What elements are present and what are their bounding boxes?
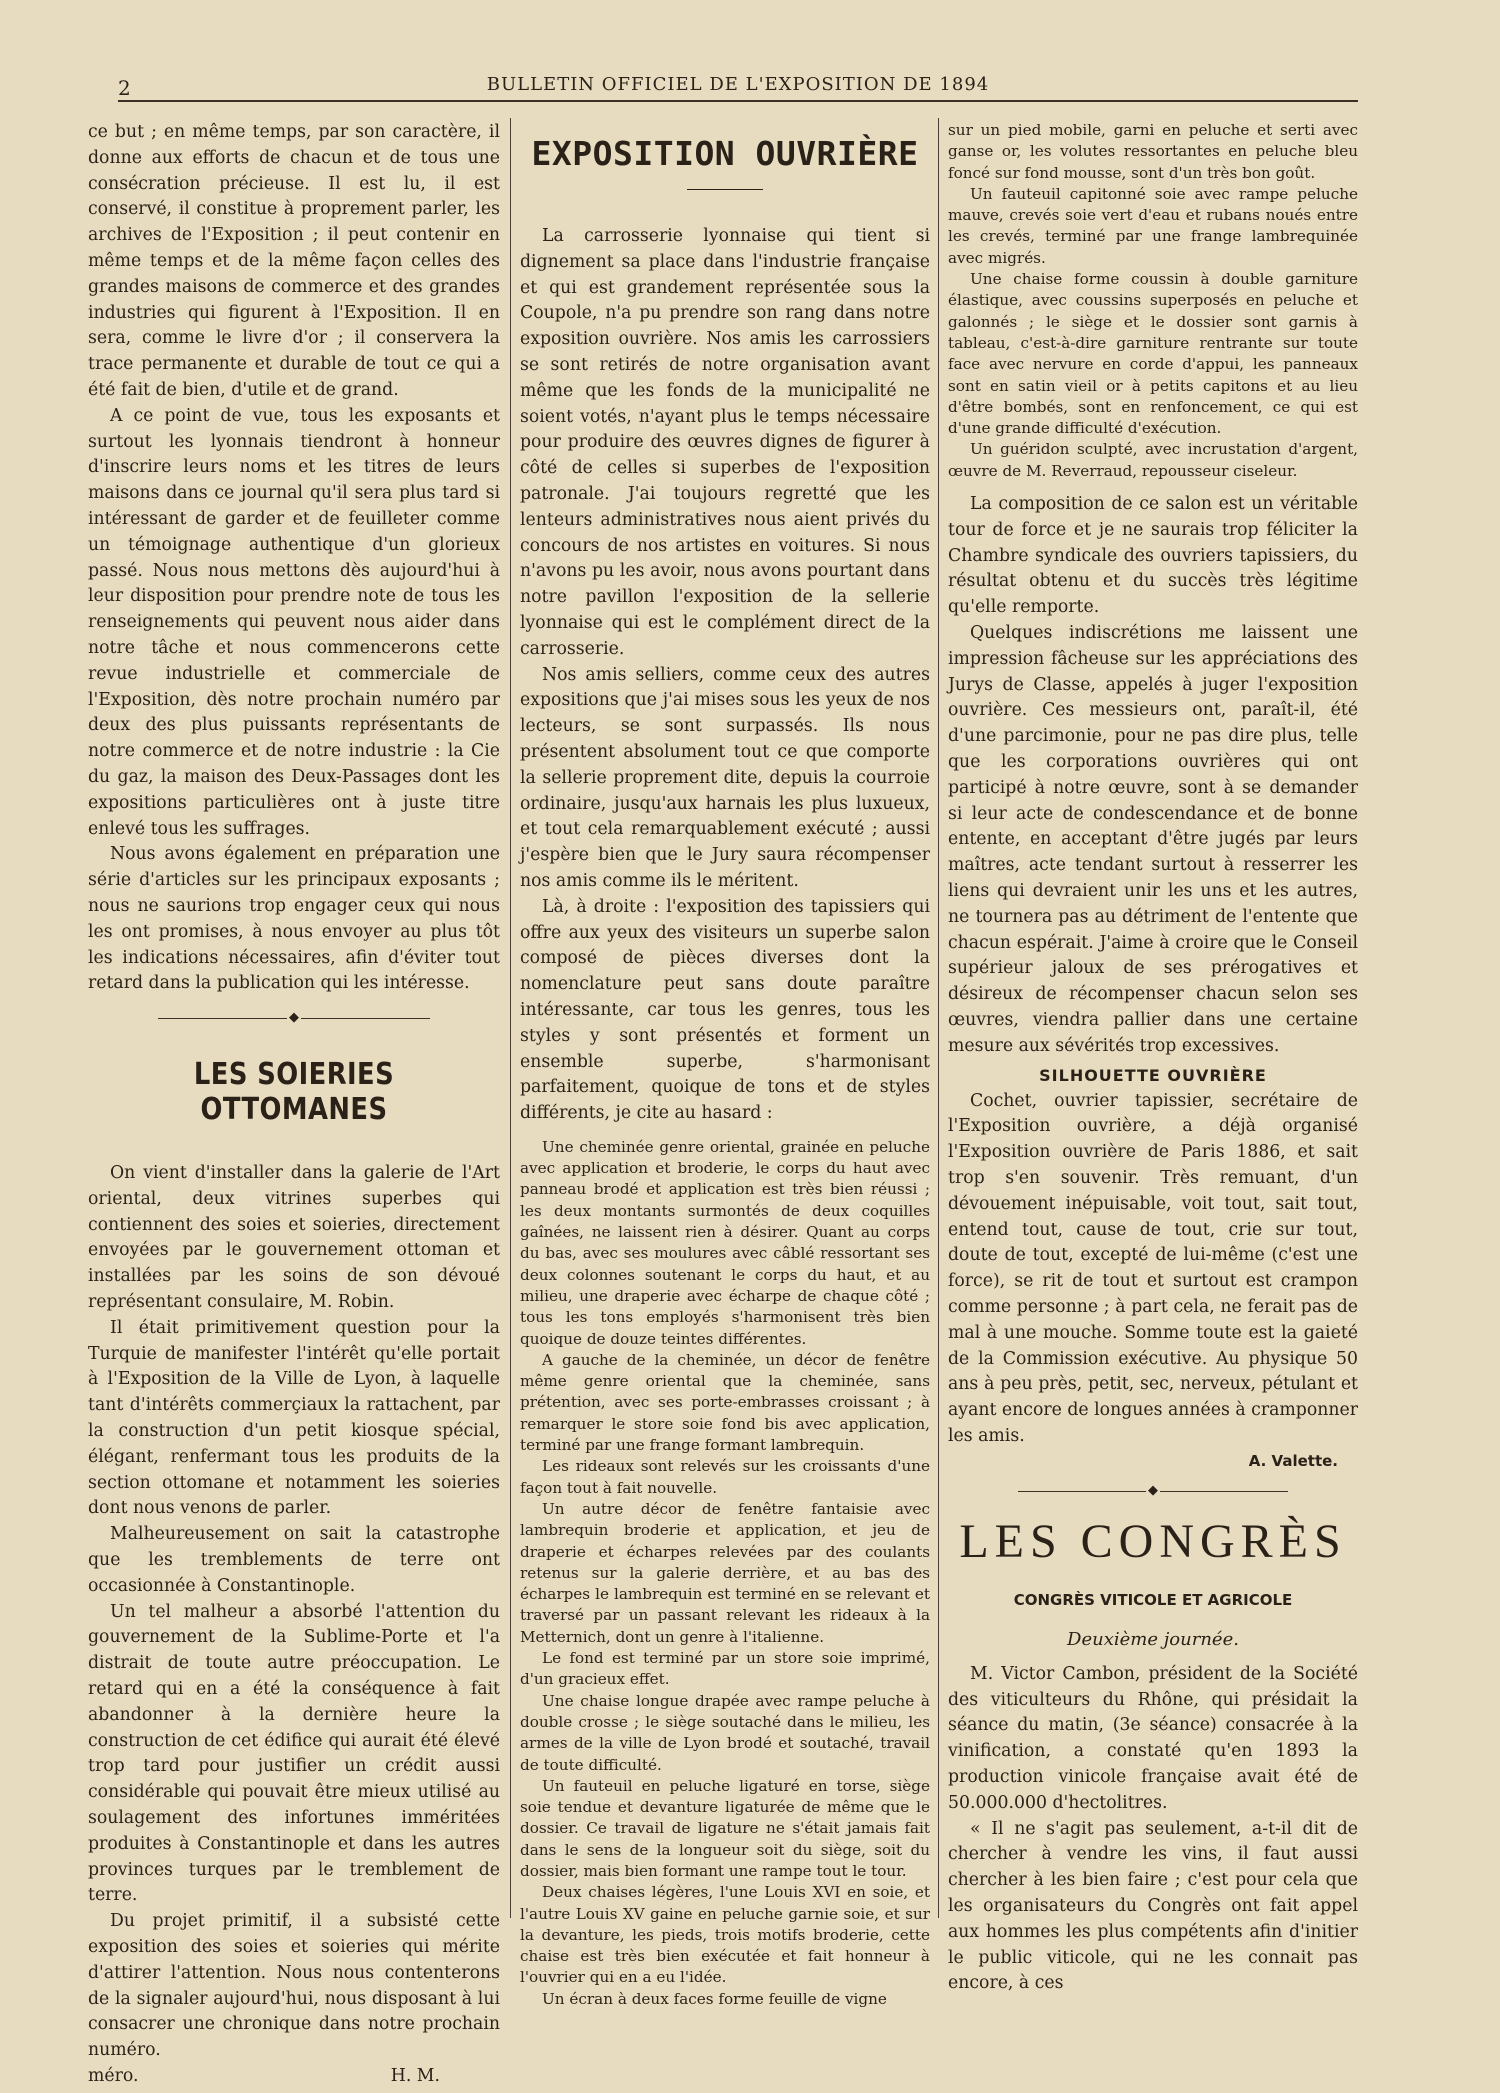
paragraph: sur un pied mobile, garni en peluche et serti avec ganse or, les volutes ressortantes en peluche bleu foncé sur fond mousse, sont d'un très bon goût. (948, 121, 1358, 182)
subheading-silhouette-ouvriere: SILHOUETTE OUVRIÈRE (1039, 1065, 1267, 1085)
section-heading-exposition-ouvriere: EXPOSITION OUVRIÈRE (531, 134, 919, 173)
column-divider (510, 118, 511, 1918)
paragraph: On vient d'installer dans la galerie de l'Art oriental, deux vitrines superbes qui contiennent des soies et soieries, directement envoyées par le gouvernement ottoman et installées par les soins de son dévoué représentant consulaire, M. Robin. (88, 1163, 500, 1313)
section-heading-congres: LES CONGRÈS (959, 1514, 1347, 1568)
paragraph: Le fond est terminé par un store soie imprimé, d'un gracieux effet. (520, 1649, 930, 1689)
paragraph: A ce point de vue, tous les exposants et surtout les lyonnais tiendront à honneur d'inscrire leurs noms et les titres de leurs maisons dans ce journal qu'il sera plus tard si intéressant de garder et de feuilleter comme un témoignage authentique d'un glorieux passé. Nous nous mettons dès aujourd'hui à leur disposition pour prendre note de tous les renseignements qui peuvent nous aider dans notre tâche et nous commencerons cette revue industrielle et commerciale de l'Exposition, dès notre prochain numéro par deux des plus puissants représentants de notre commerce et de notre industrie : la Cie du gaz, la maison des Deux-Passages dont les expositions particulières ont à juste titre enlevé tous les suffrages. (88, 405, 500, 839)
author-signature: A. Valette. (1248, 1451, 1338, 1470)
paragraph: Malheureusement on sait la catastrophe que les tremblements de terre ont occasionnée à Constantinople. (88, 1524, 500, 1596)
paragraph: Un fauteuil capitonné soie avec rampe peluche mauve, crevés soie vert d'eau et rubans noués entre les crevés, terminé par une frange lambrequinée avec migrés. (948, 184, 1358, 267)
paragraph: Un tel malheur a absorbé l'attention du gouvernement de la Sublime-Porte et l'a distrait de toute autre préoccupation. Le retard qui en a été la conséquence à fait abandonner à la dernière heure la construction de cet édifice qui aurait été élevé trop tard pour justifier un crédit aussi considérable qui pouvait être mieux utilisé au soulagement des infortunes imméritées produites à Constantinople et dans les autres provinces turques par le tremblement de terre. (88, 1601, 500, 1906)
day-heading: Deuxième journée. (1067, 1628, 1239, 1650)
paragraph: Nous avons également en préparation une série d'articles sur les principaux exposants ; nous ne saurions trop engager ceux qui nous les ont promises, à nous envoyer au plus tôt les indications nécessaires, afin d'éviter tout retard dans la publication qui les intéresse. (88, 844, 500, 994)
paragraph: Du projet primitif, il a subsisté cette exposition des soies et soieries qui mérite d'attirer l'attention. Nous nous contenterons de la signaler aujourd'hui, nous disposant à lui consacrer une chronique dans notre prochain numéro. (88, 1911, 500, 2061)
author-initials: H. M. (390, 2065, 440, 2086)
column-1 (88, 120, 500, 2086)
section-separator: ◆ (948, 1482, 1358, 1502)
column-3 (948, 120, 1358, 1994)
paragraph: La carrosserie lyonnaise qui tient si dignement sa place dans l'industrie française et qui est grandement représentée sous la Coupole, n'a pu prendre son rang dans notre exposition ouvrière. Nos amis les carrossiers se sont retirés de notre organisation avant même que les fonds de la municipalité ne soient votés, n'ayant plus le temps nécessaire pour produire des œuvres dignes de figurer à côté de celles si superbes de l'exposition patronale. J'ai toujours regretté que les lenteurs administratives nous aient privés du concours de nos artistes en voitures. Si nous n'avons pu les avoir, nous avons pourtant dans notre pavillon l'exposition de la sellerie lyonnaise qui est le complément direct de la carrosserie. (520, 226, 930, 659)
page-header (118, 70, 1358, 102)
section-separator: ◆ (88, 1009, 500, 1029)
paragraph: Un écran à deux faces forme feuille de vigne (542, 1989, 887, 2008)
column-2 (520, 120, 930, 2008)
paragraph: Une cheminée genre oriental, grainée en peluche avec application et broderie, le corps du haut avec panneau brodé et application est très bien réussi ; les deux montants surmontés de deux coquilles gaînées, ne laissent rien à désirer. Quant au corps du bas, avec ses moulures avec câblé ressortant ses deux colonnes soutenant le corps du haut, et au milieu, une draperie avec écharpe de chaque côté ; tous les tons employés s'harmonisent très bien quoique de douze teintes différentes. (520, 1137, 930, 1348)
paragraph: Quelques indiscrétions me laissent une impression fâcheuse sur les appréciations des Jurys de Classe, appelés à juger l'exposition ouvrière. Ces messieurs ont, paraît-il, été d'une parcimonie, pour ne pas dire plus, telle que les corporations ouvrières qui ont participé à notre œuvre, sont à se demander si leur acte de condescendance et de bonne entente, en acceptant d'être jugés par leurs maîtres, acte tendant surtout à resserrer les liens qui devraient unir les uns et les autres, ne tournera pas au détriment de l'entente que chacun espérait. J'aime à croire que le Conseil supérieur jaloux de ses prérogatives et désireux de récompenser chacun selon ses œuvres, viendra pallier dans une certaine mesure aux sévérités trop excessives. (948, 623, 1358, 1056)
paragraph: Il était primitivement question pour la Turquie de manifester l'intérêt qu'elle portait à l'Exposition de la Ville de Lyon, à laquelle tant d'intérêts commerçiaux la rattachent, par la construction d'un petit kiosque spécial, élégant, renfermant tous les produits de la section ottomane et notamment les soieries dont nous venons de parler. (88, 1317, 500, 1519)
paragraph: Là, à droite : l'exposition des tapissiers qui offre aux yeux des visiteurs un superbe salon composé de pièces diverses dont la nomenclature peut sans doute paraître intéressante, car tous les genres, tous les styles y sont présentés et forment un ensemble superbe, s'harmonisant parfaitement, quoique de tons et de styles différents, je cite au hasard : (520, 896, 930, 1124)
heading-rule (687, 189, 763, 190)
paragraph: M. Victor Cambon, président de la Société des viticulteurs du Rhône, qui présidait la séance du matin, (3e séance) consacrée à la vinification, a constaté qu'en 1893 la production vinicole française avait été de 50.000.000 d'hectolitres. (948, 1663, 1358, 1813)
paragraph: Un fauteuil en peluche ligaturé en torse, siège soie tendue et devanture ligaturée de même que le dossier. Ce travail de ligature ne s'était jamais fait dans le sens de la longueur soit du siège, soit du dossier, mais bien formant une rampe tout le tour. (520, 1776, 930, 1880)
article-signature-line (88, 2064, 500, 2090)
column-divider (938, 118, 939, 1918)
paragraph: Un autre décor de fenêtre fantaisie avec lambrequin broderie et application, et jeu de draperie et écharpes relevées par des coulants retenus sur la galerie derrière, et au bas des écharpes le lambrequin est terminé en se relevant et traversé par un passant relevant les rideaux à la Metternich, dont un genre à l'italienne. (520, 1499, 930, 1646)
page-number: 2 (118, 76, 131, 100)
section-heading-soieries-ottomanes: LES SOIERIES OTTOMANES (193, 1057, 395, 1128)
paragraph: Deux chaises légères, l'une Louis XVI en soie, et l'autre Louis XV gaine en peluche garnie soie, et sur la devanture, les pieds, trois motifs broderie, cette chaise est très bien exécutée et fait honneur à l'ouvrier qui en a eu l'idée. (520, 1883, 930, 1987)
paragraph: Nos amis selliers, comme ceux des autres expositions que j'ai mises sous les yeux de nos lecteurs, se sont surpassés. Ils nous présentent absolument tout ce que comporte la sellerie proprement dite, depuis la courroie ordinaire, jusqu'aux harnais les plus luxueux, et tout cela remarquablement exécuté ; aussi j'espère bien que le Jury saura récompenser nos amis comme ils le méritent. (520, 664, 930, 891)
salon-description-continued (948, 120, 1358, 482)
paragraph: « Il ne s'agit pas seulement, a-t-il dit de chercher à vendre les vins, il faut aussi chercher à les bien faire ; c'est pour cela que les organisateurs du Congrès ont fait appel aux hommes les plus compétents afin d'initier le public viticole, qui ne les connait pas encore, à ces (948, 1818, 1358, 1994)
last-word: méro. (88, 2065, 139, 2086)
paragraph: Une chaise forme coussin à double garniture élastique, avec coussins superposés en peluche et galonnés ; le siège et le dossier sont garnis à tableau, c'est-à-dire garniture rentrante sur toute face avec nervure en corde d'appui, les panneaux sont en satin vieil or à petits capitons et au lieu d'être bombés, sont en renfoncement, ce qui est d'une grande difficulté d'exécution. (948, 270, 1358, 438)
paragraph: Cochet, ouvrier tapissier, secrétaire de l'Exposition ouvrière, a déjà organisé l'Exposition ouvrière de Paris 1886, et sait trop s'en souvenir. Très remuant, d'un dévouement inépuisable, voit tout, sait tout, entend tout, cause de tout, crie sur tout, doute de tout, excepté de lui-même (c'est une force), se rit de tout et surtout est crampon comme personne ; à part cela, ne ferait pas de mal à une mouche. Somme toute est la gaieté de la Commission exécutive. Au physique 50 ans à peu près, petit, sec, nerveux, pétulant et ayant encore de longues années à cramponner les amis. (948, 1090, 1358, 1446)
paragraph: La composition de ce salon est un véritable tour de force et je ne saurais trop féliciter la Chambre syndicale des ouvriers tapissiers, du résultat obtenu et du succès très légitime qu'elle remporte. (948, 494, 1358, 618)
paragraph: A gauche de la cheminée, un décor de fenêtre même genre oriental que la cheminée, sans prétention, avec ses porte-embrasses croissant ; à remarquer le store soie fond bis avec application, terminé par une frange formant lambrequin. (520, 1350, 930, 1455)
salon-description (520, 1137, 930, 2010)
publication-title: BULLETIN OFFICIEL DE L'EXPOSITION DE 1894 (486, 74, 990, 95)
paragraph: Les rideaux sont relevés sur les croissants d'une façon tout à fait nouvelle. (520, 1457, 930, 1497)
subheading-congres-viticole: CONGRÈS VITICOLE ET AGRICOLE (1013, 1590, 1293, 1609)
paragraph: Une chaise longue drapée avec rampe peluche à double crosse ; le siège soutaché dans le milieu, les armes de la ville de Lyon brodé et soutaché, travail de toute difficulté. (520, 1691, 930, 1774)
paragraph: ce but ; en même temps, par son caractère, il donne aux efforts de chacun et de tous une consécration précieuse. Il est lu, il est conservé, il constitue à proprement parler, les archives de l'Exposition ; il peut contenir en même temps et de la même façon celles des grandes maisons de commerce et des grandes industries qui figurent à l'Exposition. Il en sera, comme le livre d'or ; il conservera la trace permanente et durable de tout ce qui a été fait de bien, d'utile et de grand. (88, 122, 500, 400)
paragraph: Un guéridon sculpté, avec incrustation d'argent, œuvre de M. Reverraud, repousseur ciseleur. (948, 440, 1358, 480)
